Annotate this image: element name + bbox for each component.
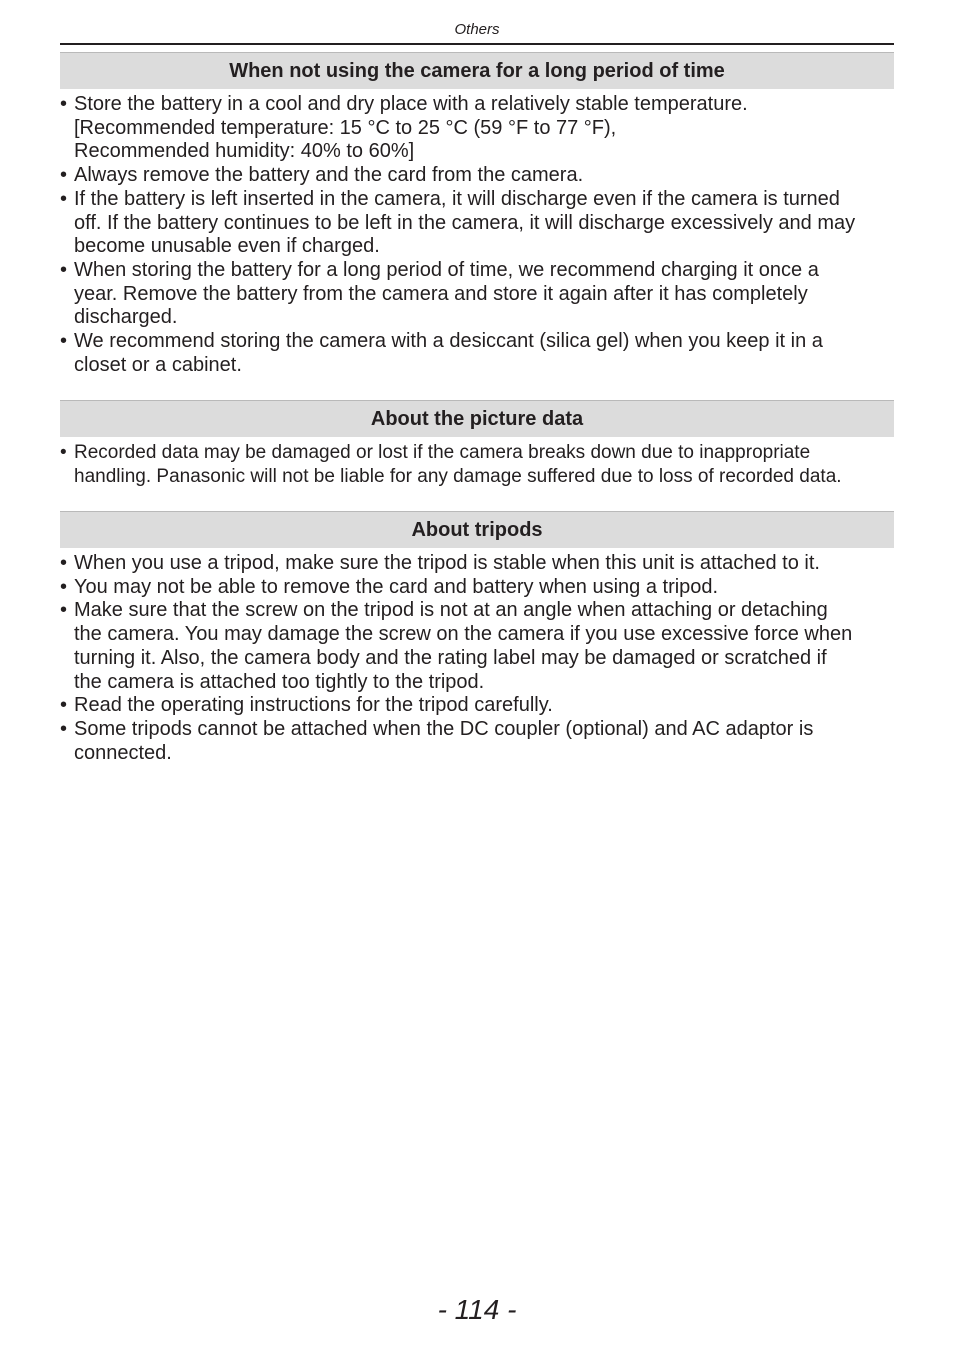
bullet-icon: • (60, 575, 68, 598)
list-item (60, 93, 894, 164)
section-heading: About the picture data (60, 400, 894, 437)
bullet-list (60, 93, 894, 377)
bullet-icon: • (60, 599, 68, 622)
bullet-icon: • (60, 330, 68, 353)
bullet-icon: • (60, 694, 68, 717)
item-line: the camera is attached too tightly to the tripod. (74, 670, 485, 693)
list-item (60, 188, 894, 259)
list-item (60, 330, 894, 377)
item-line: off. If the battery continues to be left in the camera, it will discharge excessively and may (74, 211, 856, 234)
bullet-icon: • (60, 93, 68, 115)
section-long-storage (60, 52, 894, 377)
bullet-icon: • (60, 717, 68, 740)
section-picture-data (60, 400, 894, 488)
bullet-icon: • (60, 187, 68, 210)
bullet-list (60, 441, 894, 488)
list-item (60, 552, 894, 576)
bullet-icon: • (60, 258, 68, 281)
header-rule (60, 43, 894, 45)
item-line: the camera. You may damage the screw on the camera if you use excessive force when (74, 623, 853, 646)
item-line: Make sure that the screw on the tripod is not at an angle when attaching or detaching (74, 599, 828, 622)
item-line: become unusable even if charged. (74, 235, 380, 258)
item-line: discharged. (74, 306, 178, 329)
list-item (60, 718, 894, 765)
list-item (60, 164, 894, 188)
item-line: We recommend storing the camera with a desiccant (silica gel) when you keep it in a (74, 330, 823, 353)
item-line: Some tripods cannot be attached when the DC coupler (optional) and AC adaptor is (74, 717, 814, 740)
bullet-list (60, 552, 894, 765)
item-line: You may not be able to remove the card and battery when using a tripod. (74, 575, 719, 598)
section-heading: About tripods (60, 511, 894, 548)
list-item (60, 599, 894, 694)
bullet-icon: • (60, 552, 68, 574)
item-line: Read the operating instructions for the tripod carefully. (74, 694, 553, 717)
list-item (60, 259, 894, 330)
item-line: year. Remove the battery from the camera and store it again after it has completely (74, 282, 808, 305)
item-line: Store the battery in a cool and dry place with a relatively stable temperature. (74, 93, 748, 115)
section-tripods (60, 511, 894, 765)
list-item (60, 441, 894, 488)
running-head: Others (454, 21, 500, 38)
item-line: connected. (74, 741, 172, 764)
bullet-icon: • (60, 164, 68, 187)
item-line: When storing the battery for a long period of time, we recommend charging it once a (74, 258, 819, 281)
item-line: turning it. Also, the camera body and the rating label may be damaged or scratched if (74, 646, 827, 669)
item-line: Recommended humidity: 40% to 60%] (74, 140, 415, 163)
item-line: closet or a cabinet. (74, 353, 242, 376)
item-line: Recorded data may be damaged or lost if the camera breaks down due to inappropriate (74, 442, 811, 463)
bullet-icon: • (60, 442, 67, 463)
item-line: [Recommended temperature: 15 °C to 25 °C (59 °F to 77 °F), (74, 116, 617, 139)
list-item (60, 576, 894, 600)
page-number: - 114 - (437, 1294, 517, 1325)
item-line: When you use a tripod, make sure the tripod is stable when this unit is attached to it. (74, 552, 820, 574)
item-line: Always remove the battery and the card from the camera. (74, 164, 584, 187)
item-line: If the battery is left inserted in the camera, it will discharge even if the camera is turned (74, 187, 840, 210)
item-line: handling. Panasonic will not be liable for any damage suffered due to loss of recorded data. (74, 465, 842, 487)
list-item (60, 694, 894, 718)
section-heading: When not using the camera for a long period of time (60, 52, 894, 89)
